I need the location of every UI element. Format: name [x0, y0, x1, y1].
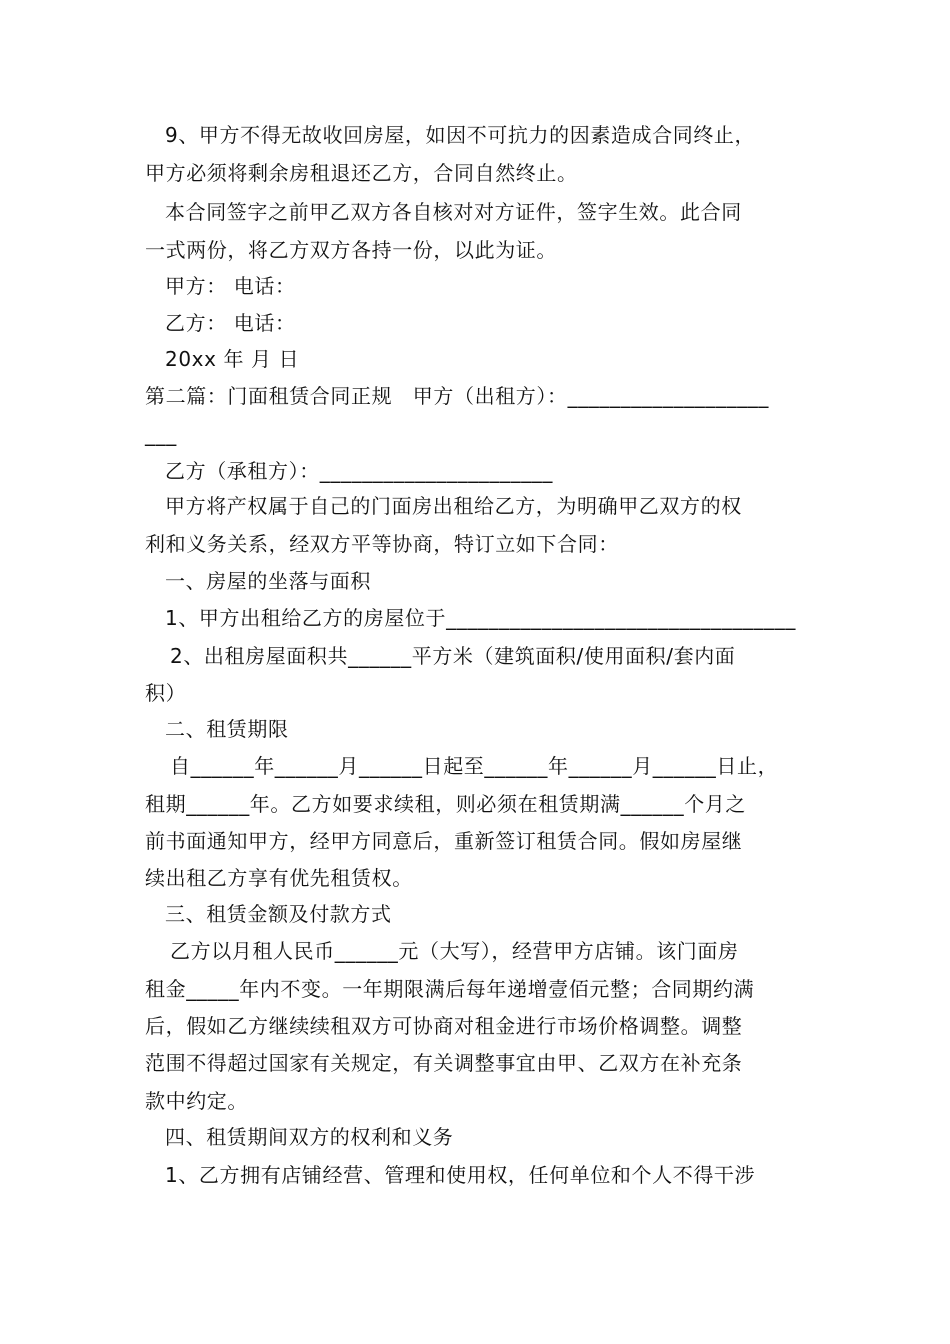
section-1-heading: 一、房屋的坐落与面积 [165, 569, 371, 593]
rent-paragraph-line-1: 乙方以月租人民币______元（大写），经营甲方店铺。该门面房 [170, 939, 739, 963]
second-contract-title-continuation: ___ [145, 422, 177, 446]
rent-paragraph-line-5: 款中约定。 [145, 1089, 248, 1113]
party-b-phone: 乙方： 电话： [165, 311, 296, 335]
clause-9-line-2: 甲方必须将剩余房租退还乙方，合同自然终止。 [145, 161, 578, 185]
lessee-line: 乙方（承租方）：______________________ [165, 459, 553, 483]
section-1-item-1: 1、甲方出租给乙方的房屋位于_________________________________ [165, 606, 796, 630]
second-contract-title: 第二篇：门面租赁合同正规 甲方（出租方）：___________________ [145, 384, 769, 408]
section-2-heading: 二、租赁期限 [165, 717, 289, 741]
term-paragraph-line-1: 自______年______月______日起至______年______月______日止， [170, 754, 779, 778]
date-line: 20xx 年 月 日 [165, 347, 300, 371]
section-4-heading: 四、租赁期间双方的权利和义务 [165, 1125, 454, 1149]
rent-paragraph-line-4: 范围不得超过国家有关规定，有关调整事宜由甲、乙双方在补充条 [145, 1051, 743, 1075]
section-3-heading: 三、租赁金额及付款方式 [165, 902, 392, 926]
term-paragraph-line-2: 租期______年。乙方如要求续租，则必须在租赁期满______个月之 [145, 792, 746, 816]
section-1-item-2-line-1: 2、出租房屋面积共______平方米（建筑面积/使用面积/套内面 [170, 644, 736, 668]
intro-paragraph-line-2: 利和义务关系，经双方平等协商，特订立如下合同： [145, 532, 619, 556]
clause-9-line-1: 9、甲方不得无故收回房屋，如因不可抗力的因素造成合同终止， [165, 123, 756, 147]
section-4-item-1: 1、乙方拥有店铺经营、管理和使用权，任何单位和个人不得干涉 [165, 1163, 756, 1187]
term-paragraph-line-4: 续出租乙方享有优先租赁权。 [145, 866, 413, 890]
party-a-phone: 甲方： 电话： [165, 274, 296, 298]
signing-paragraph-line-2: 一式两份，将乙方双方各持一份，以此为证。 [145, 238, 557, 262]
section-1-item-2-line-2: 积） [145, 681, 187, 705]
intro-paragraph-line-1: 甲方将产权属于自己的门面房出租给乙方，为明确甲乙双方的权 [165, 494, 742, 518]
signing-paragraph-line-1: 本合同签字之前甲乙双方各自核对对方证件，签字生效。此合同 [165, 200, 742, 224]
term-paragraph-line-3: 前书面通知甲方，经甲方同意后，重新签订租赁合同。假如房屋继 [145, 829, 743, 853]
rent-paragraph-line-2: 租金_____年内不变。一年期限满后每年递增壹佰元整；合同期约满 [145, 977, 755, 1001]
rent-paragraph-line-3: 后，假如乙方继续续租双方可协商对租金进行市场价格调整。调整 [145, 1014, 743, 1038]
